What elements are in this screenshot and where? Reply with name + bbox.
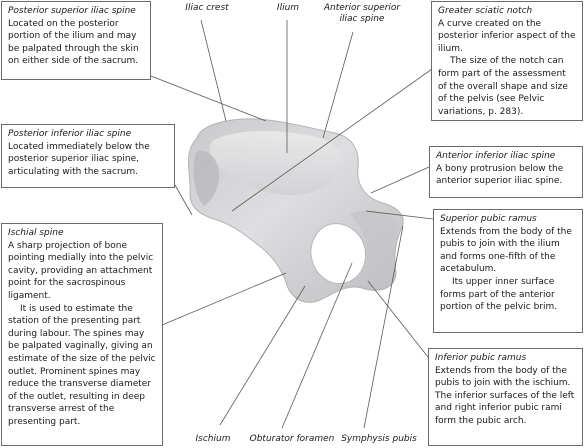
- box-greater-sciatic-notch: [431, 1, 583, 121]
- label-symphysis-pubis: Symphysis pubis: [341, 434, 417, 444]
- leader-inferior-pubic-ramus: [368, 281, 428, 357]
- leader-posterior-inferior-iliac-spine: [175, 185, 192, 215]
- box-title: Posterior inferior iliac spine: [8, 129, 132, 139]
- leader-anterior-inferior-iliac-spine: [371, 167, 429, 193]
- box-title: Anterior inferior iliac spine: [436, 151, 556, 161]
- box-ischial-spine: [1, 223, 163, 446]
- box-superior-pubic-ramus: [433, 209, 583, 333]
- box-posterior-superior-iliac-spine: [1, 1, 151, 80]
- box-text: It is used to estimate the station of the presenting part during labour. The spines may be palpated vaginally, giving an estimate of the size of the pelvic outlet. Prominent spines may reduce the transverse diameter of the outlet, resulting in deep transverse arrest of the presenting part.: [8, 303, 156, 427]
- box-text: The size of the notch can form part of the assessment of the overall shape and size of the pelvis (see Pelvic variations, p. 283).: [438, 56, 568, 117]
- box-text: Extends from the body of the pubis to join with the ischium. The inferior surfaces of the left and right inferior pubic rami form the pubic arch.: [435, 365, 575, 426]
- box-text: A curve created on the posterior inferior aspect of the ilium.: [438, 18, 576, 54]
- leader-anterior-superior-iliac-spine: [323, 32, 353, 138]
- leader-ischial-spine: [162, 273, 286, 325]
- leader-posterior-superior-iliac-spine: [151, 76, 266, 121]
- label-ischium: Ischium: [195, 434, 231, 444]
- label-asis-line-1: Anterior superior: [323, 3, 401, 13]
- box-text: Located on the posterior portion of the ilium and may be palpated through the skin on either side of the sacrum.: [8, 18, 139, 67]
- box-title: Inferior pubic ramus: [435, 353, 527, 363]
- box-posterior-inferior-iliac-spine: [1, 124, 175, 188]
- label-anterior-superior-iliac-spine: [322, 3, 402, 25]
- box-text: Located immediately below the posterior superior iliac spine, articulating with the sacrum.: [8, 141, 150, 177]
- hip-bone-illustration: [188, 119, 403, 302]
- box-text: Extends from the body of the pubis to join with the ilium and forms one-fifth of the acetabulum.: [440, 226, 572, 275]
- box-title: Greater sciatic notch: [438, 6, 533, 16]
- label-iliac-crest: Iliac crest: [185, 3, 229, 13]
- box-text: A bony protrusion below the anterior superior iliac spine.: [436, 163, 564, 187]
- box-anterior-inferior-iliac-spine: [429, 146, 583, 198]
- leader-iliac-crest: [201, 20, 226, 121]
- box-text: Its upper inner surface forms part of the anterior portion of the pelvic brim.: [440, 276, 558, 313]
- label-ilium: Ilium: [276, 3, 300, 13]
- box-title: Superior pubic ramus: [440, 214, 537, 224]
- box-text: A sharp projection of bone pointing medially into the pelvic cavity, providing an attachment point for the sacrospinous ligament.: [8, 240, 154, 301]
- box-inferior-pubic-ramus: [428, 348, 583, 446]
- box-title: Posterior superior iliac spine: [8, 6, 136, 16]
- box-title: Ischial spine: [8, 228, 64, 238]
- label-asis-line-2: iliac spine: [339, 14, 385, 24]
- label-obturator-foramen: Obturator foramen: [249, 434, 335, 444]
